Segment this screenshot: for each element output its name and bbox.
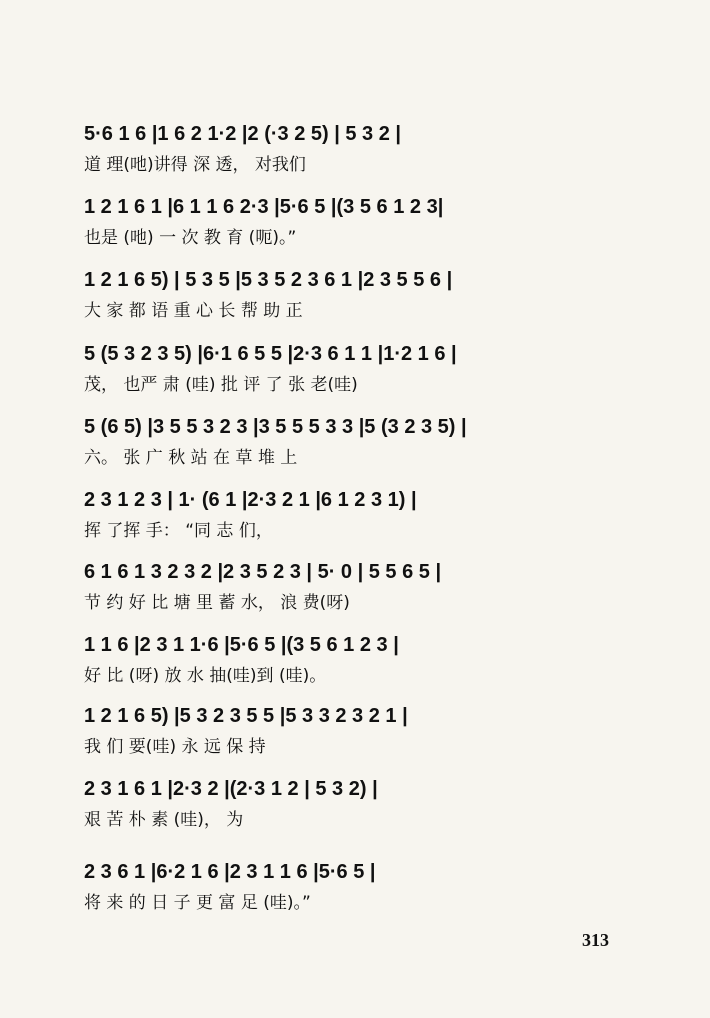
lyric-line: 节 约 好 比 塘 里 蓄 水， 浪 费(呀) bbox=[84, 593, 350, 612]
page-number: 313 bbox=[582, 930, 609, 950]
notation-line: 5·6 1 6 |1 6 2 1·2 |2 (·3 2 5) | 5 3 2 | bbox=[84, 123, 402, 145]
notation-line: 1 2 1 6 1 |6 1 1 6 2·3 |5·6 5 |(3 5 6 1 2 3| bbox=[84, 196, 444, 218]
score-system bbox=[84, 700, 640, 756]
lyric-line: 好 比 (呀) 放 水 抽(哇)到 (哇)。 bbox=[84, 666, 327, 685]
notation-line: 1 1 6 |2 3 1 1·6 |5·6 5 |(3 5 6 1 2 3 | bbox=[84, 634, 399, 656]
lyric-line: 将 来 的 日 子 更 富 足 (哇)。” bbox=[84, 893, 311, 912]
score-system bbox=[84, 338, 640, 394]
lyric-line: 挥 了挥 手： “同 志 们， bbox=[84, 521, 273, 540]
lyric-line: 我 们 要(哇) 永 远 保 持 bbox=[84, 737, 266, 756]
score-system bbox=[84, 118, 640, 174]
lyric-line: 大 家 都 语 重 心 长 帮 助 正 bbox=[84, 301, 303, 320]
score-system bbox=[84, 773, 640, 829]
notation-line: 1 2 1 6 5) |5 3 2 3 5 5 |5 3 3 2 3 2 1 | bbox=[84, 705, 408, 727]
lyric-line: 也是 (吔) 一 次 教 育 (呃)。” bbox=[84, 228, 297, 247]
score-system bbox=[84, 856, 640, 912]
notation-line: 2 3 1 6 1 |2·3 2 |(2·3 1 2 | 5 3 2) | bbox=[84, 778, 378, 800]
notation-line: 1 2 1 6 5) | 5 3 5 |5 3 5 2 3 6 1 |2 3 5 5 6 | bbox=[84, 269, 453, 291]
notation-line: 6 1 6 1 3 2 3 2 |2 3 5 2 3 | 5· 0 | 5 5 6 5 | bbox=[84, 561, 442, 583]
notation-line: 5 (6 5) |3 5 5 3 2 3 |3 5 5 5 3 3 |5 (3 2 3 5) | bbox=[84, 416, 467, 438]
score-system bbox=[84, 556, 640, 612]
notation-line: 5 (5 3 2 3 5) |6·1 6 5 5 |2·3 6 1 1 |1·2 1 6 | bbox=[84, 343, 457, 365]
score-system bbox=[84, 629, 640, 685]
notation-line: 2 3 1 2 3 | 1· (6 1 |2·3 2 1 |6 1 2 3 1) | bbox=[84, 489, 417, 511]
notation-line: 2 3 6 1 |6·2 1 6 |2 3 1 1 6 |5·6 5 | bbox=[84, 861, 376, 883]
lyric-line: 六。 张 广 秋 站 在 草 堆 上 bbox=[84, 448, 298, 467]
score-system bbox=[84, 264, 640, 320]
score-system bbox=[84, 191, 640, 247]
lyric-line: 茂， 也严 肃 (哇) 批 评 了 张 老(哇) bbox=[84, 375, 358, 394]
score-system bbox=[84, 411, 640, 467]
score-system bbox=[84, 484, 640, 540]
lyric-line: 艰 苦 朴 素 (哇)， 为 bbox=[84, 810, 244, 829]
lyric-line: 道 理(吔)讲得 深 透， 对我们 bbox=[84, 155, 306, 174]
